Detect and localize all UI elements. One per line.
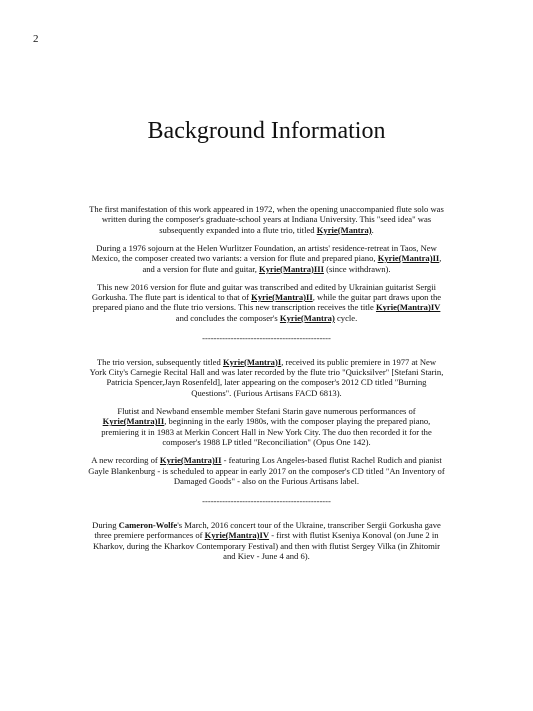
paragraph bbox=[88, 455, 445, 486]
paragraph-text: and concludes the composer's bbox=[175, 312, 280, 323]
paragraph bbox=[88, 357, 445, 399]
paragraph-text: The trio version, subsequently titled bbox=[96, 356, 223, 367]
paragraph-text: - first with flutist Kseniya Konoval (on June 2 in Kharkov, during the Kharkov Contemporary Festival) and then with flutist Sergey Vilka (in Zhitomir and Kiev - June 4 and 6). bbox=[92, 530, 441, 561]
paragraph-text: - featuring Los Angeles-based flutist Rachel Rudich and pianist Gayle Blankenburg - is scheduled to appear in early 2017 on the composer's CD titled "An Inventory of Damaged Goods" - also on the Furious Artisans label. bbox=[88, 455, 445, 486]
work-title: Kyrie(Mantra)III bbox=[259, 263, 324, 274]
paragraph-text: (since withdrawn). bbox=[323, 263, 391, 274]
section-separator: --------------------------------------------- bbox=[202, 496, 331, 507]
work-title: Kyrie(Mantra)I bbox=[222, 356, 282, 367]
paragraph-text: During a 1976 sojourn at the Helen Wurlitzer Foundation, an artists' residence-retreat in Taos, New Mexico, the composer created two variants: a version for flute and prepared piano, bbox=[91, 242, 437, 264]
paragraph-text: This new 2016 version for flute and guitar was transcribed and edited by Ukrainian guitarist Sergii Gorkusha. The flute part is identical to that of bbox=[91, 281, 436, 303]
work-title: Kyrie(Mantra)IV bbox=[204, 530, 270, 541]
paragraph-text: , and a version for flute and guitar, bbox=[142, 253, 442, 274]
paragraph-text: A new recording of bbox=[91, 455, 160, 466]
paragraph-text: During bbox=[92, 519, 119, 530]
paragraph bbox=[88, 520, 445, 562]
paragraph-text: The first manifestation of this work appeared in 1972, when the opening unaccompanied flute solo was written during the composer's graduate-school years at Indiana University. This "seed idea" was subsequently expanded into a flute trio, titled bbox=[89, 204, 444, 235]
paragraph-text: Flutist and Newband ensemble member Stefani Starin gave numerous performances of bbox=[117, 405, 416, 416]
page-title: Background Information bbox=[147, 118, 386, 144]
paragraph-text: , received its public premiere in 1977 at New York City's Carnegie Recital Hall and was later recorded by the flute trio "Quicksilver" [Stefani Starin, Patricia Spencer,Jayn Rosenfeld], later appearing on the composer's 2012 CD titled "Burning Questions". (Furious Artisans FACD 6813). bbox=[89, 356, 444, 398]
work-title: Kyrie(Mantra)II bbox=[251, 292, 313, 303]
paragraph-text: , while the guitar part draws upon the prepared piano and the flute trio versions. This new transcription receives the title bbox=[92, 292, 442, 313]
work-title: Kyrie(Mantra)IV bbox=[375, 302, 441, 313]
paragraph bbox=[88, 282, 445, 324]
work-title: Kyrie(Mantra)II bbox=[102, 416, 165, 427]
composer-name: Cameron-Wolfe bbox=[118, 519, 178, 530]
work-title: Kyrie(Mantra)II bbox=[159, 455, 222, 466]
paragraph bbox=[88, 243, 445, 274]
paragraph bbox=[88, 204, 445, 235]
work-title: Kyrie(Mantra) bbox=[316, 224, 372, 235]
work-title: Kyrie(Mantra)II bbox=[377, 253, 440, 264]
section-separator: --------------------------------------------- bbox=[202, 333, 331, 344]
paragraph-text: , beginning in the early 1980s, with the composer playing the prepared piano, premiering it in 1983 at Merkin Concert Hall in New York City. The duo then recorded it for the composer's 1988 LP titled "Reconciliation" (Opus One 142). bbox=[101, 416, 432, 448]
work-title: Kyrie(Mantra) bbox=[279, 312, 335, 323]
paragraph-text: 's March, 2016 concert tour of the Ukraine, transcriber Sergii Gorkusha gave three premiere performances of bbox=[94, 519, 441, 541]
page-number: 2 bbox=[33, 33, 39, 45]
paragraph-text: . bbox=[371, 224, 374, 235]
document-body bbox=[88, 204, 445, 569]
paragraph bbox=[88, 406, 445, 448]
paragraph-text: cycle. bbox=[334, 312, 358, 323]
